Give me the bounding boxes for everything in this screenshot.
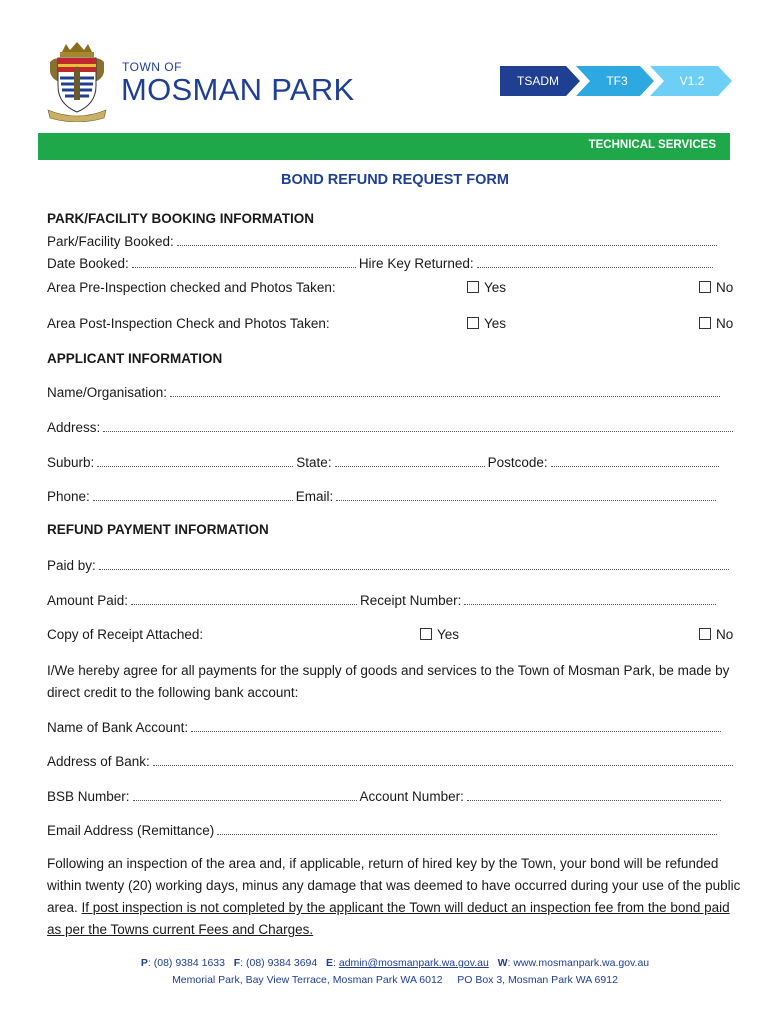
footer-phone: (08) 9384 1633	[153, 957, 225, 969]
receipt-attached-no[interactable]: No	[699, 627, 733, 642]
postcode-label: Postcode:	[485, 455, 551, 470]
footer-po-box: PO Box 3, Mosman Park WA 6912	[457, 974, 618, 986]
amount-receipt-row	[47, 592, 737, 609]
post-inspection-label: Area Post-Inspection Check and Photos Taken:	[47, 316, 330, 331]
suburb-field[interactable]	[97, 454, 293, 467]
park-facility-field[interactable]	[47, 233, 737, 250]
paid-by-label: Paid by:	[47, 558, 99, 573]
amount-paid-label: Amount Paid:	[47, 593, 131, 608]
footer-fax: (08) 9384 3694	[246, 957, 318, 969]
remittance-email-label: Email Address (Remittance)	[47, 823, 217, 838]
date-booked-field[interactable]	[132, 255, 356, 268]
suburb-state-postcode-row	[47, 454, 737, 471]
receipt-attached-yes[interactable]: Yes	[420, 627, 459, 642]
hire-key-field[interactable]	[477, 255, 713, 268]
document-code-tags	[500, 66, 732, 96]
state-label: State:	[293, 455, 334, 470]
bsb-number-label: BSB Number:	[47, 789, 133, 804]
receipt-number-label: Receipt Number:	[357, 593, 464, 608]
receipt-attached-label: Copy of Receipt Attached:	[47, 627, 204, 642]
department-bar	[38, 133, 730, 160]
state-field[interactable]	[335, 454, 485, 467]
address-field[interactable]	[47, 419, 737, 436]
date-booked-label: Date Booked:	[47, 256, 132, 271]
department-label: TECHNICAL SERVICES	[588, 139, 716, 151]
paid-by-field[interactable]	[47, 557, 737, 574]
bank-account-name-field[interactable]	[47, 719, 737, 736]
email-field[interactable]	[336, 488, 716, 501]
tag-tf3-label: TF3	[606, 74, 628, 88]
account-number-label: Account Number:	[357, 789, 467, 804]
remittance-email-field[interactable]	[47, 822, 737, 839]
refund-section-heading: REFUND PAYMENT INFORMATION	[47, 522, 269, 537]
footer-address	[0, 974, 770, 986]
bank-address-label: Address of Bank:	[47, 754, 153, 769]
account-number-field[interactable]	[467, 788, 721, 801]
name-organisation-field[interactable]	[47, 384, 737, 401]
agreement-paragraph: I/We hereby agree for all payments for the supply of goods and services to the Town of Mosman Park, be made by direct credit to the following bank account:	[47, 663, 730, 700]
suburb-label: Suburb:	[47, 455, 97, 470]
footer-street-address: Memorial Park, Bay View Terrace, Mosman Park WA 6012	[172, 974, 443, 986]
checkbox-icon	[699, 317, 711, 329]
receipt-number-field[interactable]	[464, 592, 716, 605]
receipt-attached-row	[47, 627, 737, 645]
phone-label: Phone:	[47, 489, 93, 504]
name-organisation-label: Name/Organisation:	[47, 385, 170, 400]
tag-tsadm-label: TSADM	[517, 74, 559, 88]
checkbox-icon	[699, 628, 711, 640]
town-crest-icon	[46, 42, 108, 122]
inspection-fee-notice: If post inspection is not completed by the applicant the Town will deduct an inspection fee from the bond paid as per the Towns current Fees and Charges.	[47, 900, 730, 937]
phone-field[interactable]	[93, 488, 293, 501]
email-label: Email:	[293, 489, 337, 504]
form-title: BOND REFUND REQUEST FORM	[281, 172, 509, 188]
bank-address-field[interactable]	[47, 753, 737, 770]
amount-paid-field[interactable]	[131, 592, 357, 605]
postcode-field[interactable]	[551, 454, 719, 467]
footer-website[interactable]: www.mosmanpark.wa.gov.au	[513, 957, 650, 969]
pre-inspection-no[interactable]: No	[699, 280, 733, 295]
bsb-number-field[interactable]	[133, 788, 357, 801]
address-label: Address:	[47, 420, 103, 435]
pre-inspection-yes[interactable]: Yes	[467, 280, 506, 295]
applicant-section-heading: APPLICANT INFORMATION	[47, 351, 223, 366]
pre-inspection-label: Area Pre-Inspection checked and Photos Taken:	[47, 280, 336, 295]
refund-notice-paragraph	[47, 853, 747, 941]
refund-notice-text: Following an inspection of the area and, if applicable, return of hired key by the Town, your bond will be refunded within twenty (20) working days, minus any damage that was deemed to have occurred during your use of the public area.	[47, 856, 741, 915]
post-inspection-row	[47, 316, 737, 334]
logo-town-of: TOWN OF	[122, 60, 182, 74]
logo-town-name: MOSMAN PARK	[121, 72, 355, 107]
checkbox-icon	[420, 628, 432, 640]
post-inspection-no[interactable]: No	[699, 316, 733, 331]
checkbox-icon	[467, 281, 479, 293]
checkbox-icon	[467, 317, 479, 329]
post-inspection-yes[interactable]: Yes	[467, 316, 506, 331]
phone-email-row	[47, 488, 737, 505]
tag-version-label: V1.2	[679, 74, 705, 88]
footer-email-link[interactable]: admin@mosmanpark.wa.gov.au	[338, 957, 489, 969]
booking-section-heading: PARK/FACILITY BOOKING INFORMATION	[47, 211, 314, 226]
pre-inspection-row	[47, 280, 737, 298]
bank-account-name-label: Name of Bank Account:	[47, 720, 191, 735]
footer-contacts: P: (08) 9384 1633 F: (08) 9384 3694 E: admin@mosmanpark.wa.gov.au W: www.mosmanpark.wa.gov.au	[140, 957, 650, 969]
bsb-account-row	[47, 788, 737, 805]
park-facility-label: Park/Facility Booked:	[47, 234, 177, 249]
checkbox-icon	[699, 281, 711, 293]
date-key-row	[47, 255, 737, 272]
hire-key-label: Hire Key Returned:	[356, 256, 477, 271]
